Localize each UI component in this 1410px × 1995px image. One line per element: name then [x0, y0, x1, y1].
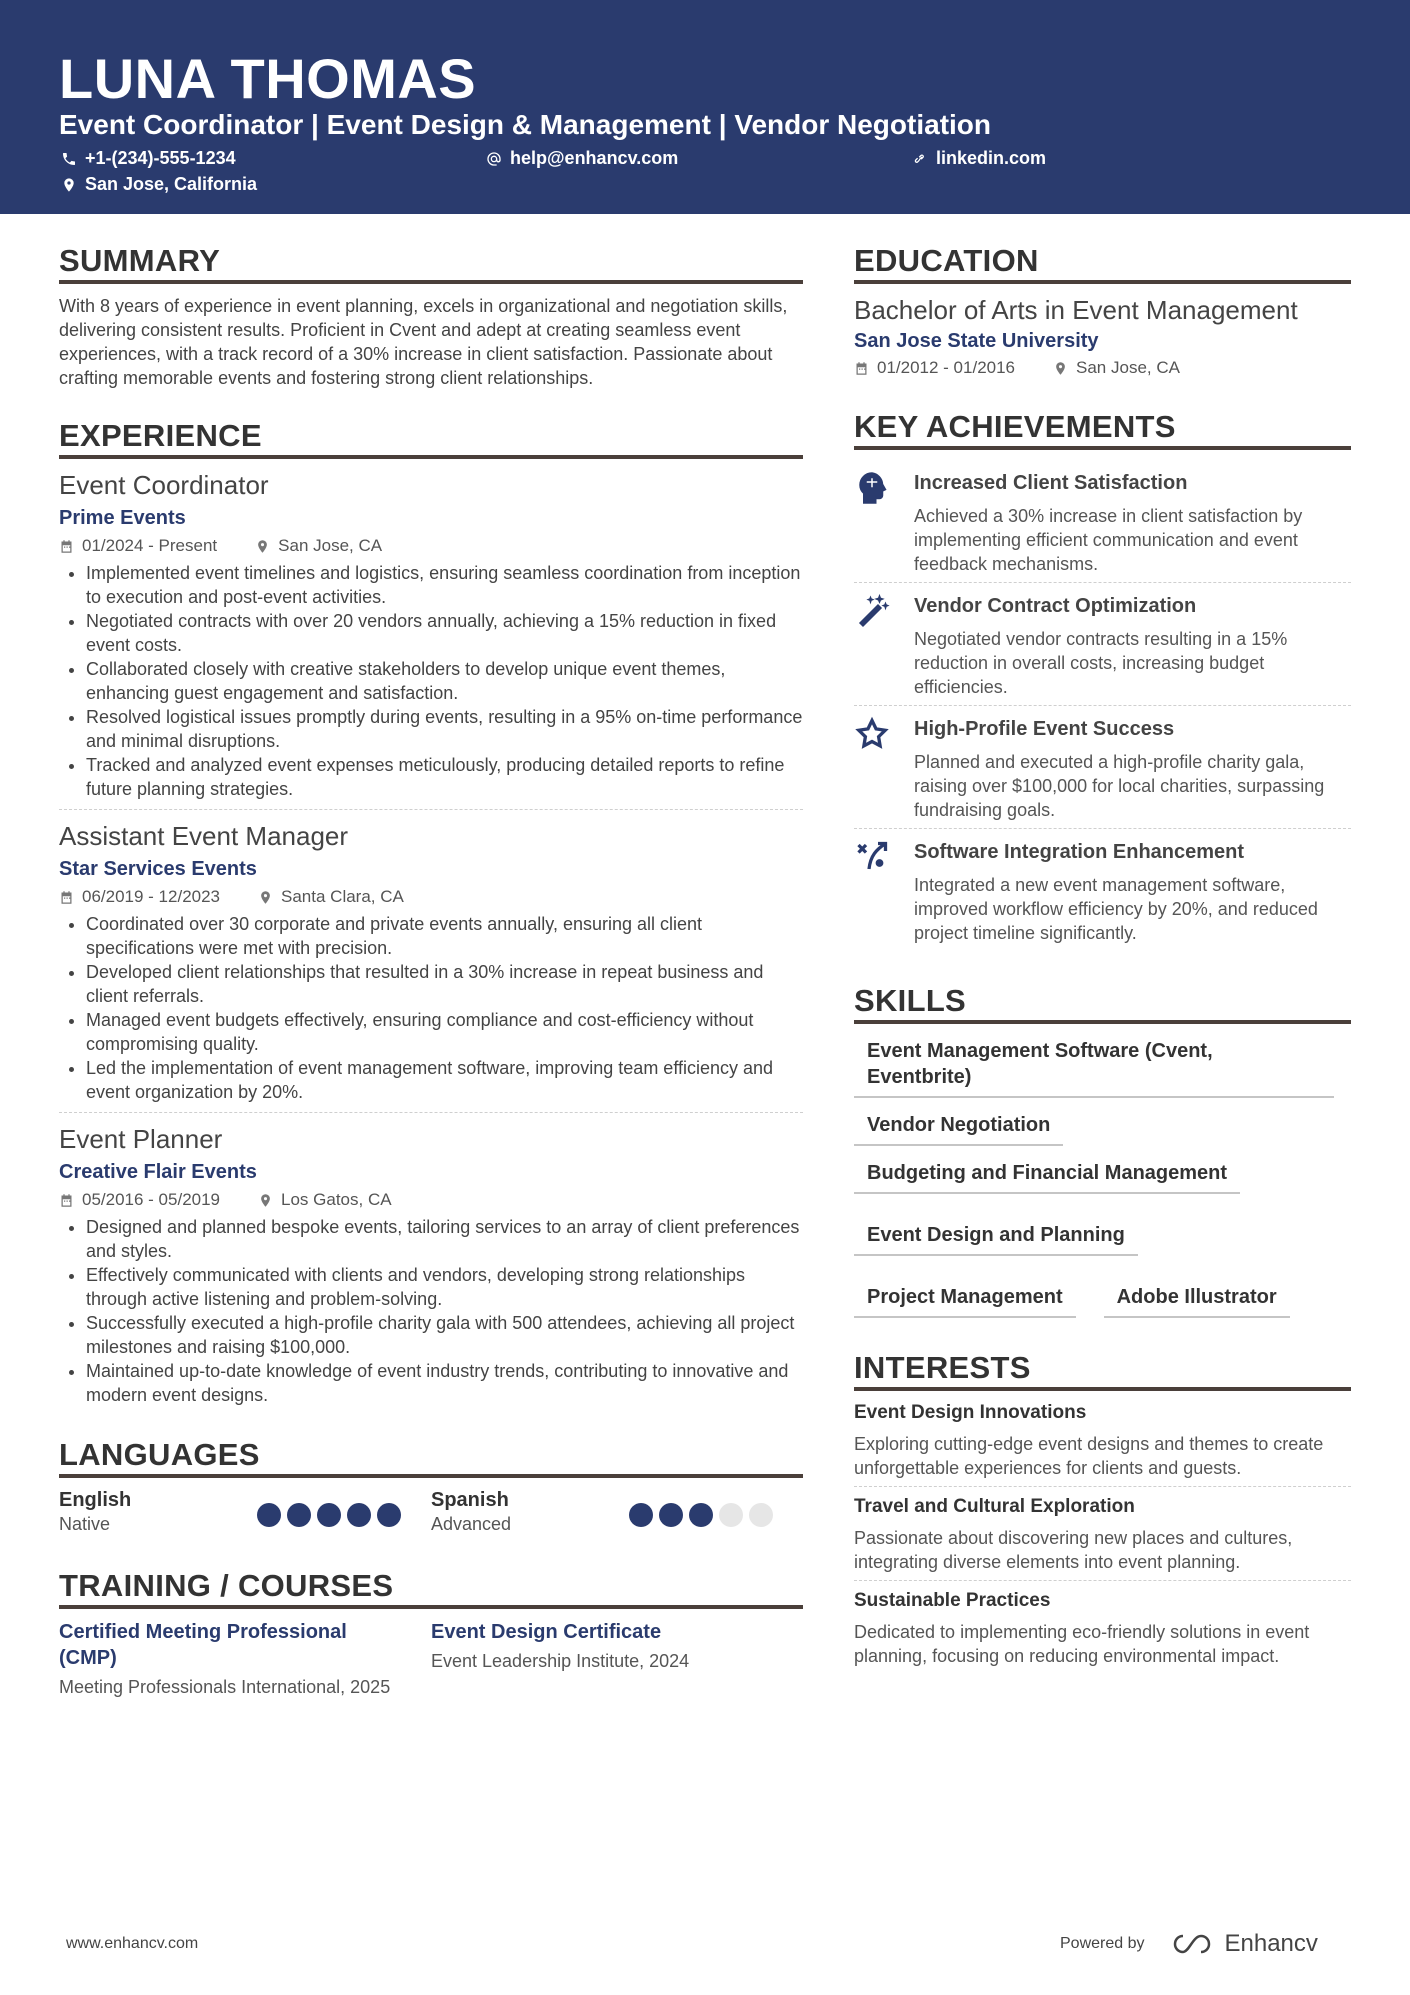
footer-branding: [1060, 1930, 1318, 1958]
brain-head-icon: [854, 470, 890, 506]
course-title: Event Design Certificate: [431, 1621, 662, 1643]
language-name: English: [59, 1489, 132, 1511]
job-dates: 06/2019 - 12/2023: [82, 887, 221, 906]
interest-desc: Passionate about discovering new places and cultures, integrating diverse elements into event planning.: [854, 1528, 1293, 1572]
candidate-name: LUNA THOMAS: [59, 47, 477, 110]
email-text: help@enhancv.com: [510, 148, 679, 168]
achievement-desc: Planned and executed a high-profile charity gala, raising over $100,000 for local charities, surpassing fundraising goals.: [914, 752, 1325, 820]
achievements-heading: KEY ACHIEVEMENTS: [854, 411, 1351, 450]
course-org: Meeting Professionals International, 2025: [59, 1677, 391, 1697]
education-degree: Bachelor of Arts in Event Management: [854, 295, 1298, 325]
job-bullet: • Managed event budgets effectively, ensuring compliance and cost-efficiency without compromising quality.: [86, 1008, 803, 1056]
location-text: San Jose, California: [85, 174, 258, 194]
magic-wand-icon: [854, 593, 890, 629]
language-item: [59, 1488, 431, 1542]
rating-dot-filled: [287, 1503, 311, 1527]
skills-heading: SKILLS: [854, 985, 1351, 1024]
footer-website[interactable]: www.enhancv.com: [66, 1935, 199, 1952]
achievement-title: Increased Client Satisfaction: [914, 472, 1188, 494]
achievement-title: High-Profile Event Success: [914, 718, 1175, 740]
job-bullet: • Tracked and analyzed event expenses meticulously, producing detailed reports to refine future planning strategies.: [86, 753, 803, 801]
calendar-icon: [854, 361, 869, 376]
achievement-item: [854, 829, 1351, 951]
achievement-item: [854, 583, 1351, 705]
skills-list: [854, 1038, 1351, 1318]
rating-dot-filled: [689, 1503, 713, 1527]
job-bullet: • Developed client relationships that resulted in a 30% increase in repeat business and client referrals.: [86, 960, 803, 1008]
language-item: [431, 1488, 803, 1542]
linkedin-contact[interactable]: [912, 148, 1046, 169]
calendar-icon: [59, 890, 74, 905]
candidate-title: Event Coordinator | Event Design & Management | Vendor Negotiation: [59, 109, 991, 140]
skill-tag: Event Management Software (Cvent, Eventbrite): [854, 1038, 1334, 1098]
brand-name: Enhancv: [1224, 1930, 1318, 1957]
job-location: Los Gatos, CA: [281, 1190, 392, 1209]
interest-title: Sustainable Practices: [854, 1590, 1051, 1611]
achievement-title: Software Integration Enhancement: [914, 841, 1245, 863]
location-pin-icon: [258, 890, 273, 905]
education-meta: [854, 357, 1351, 379]
interest-title: Travel and Cultural Exploration: [854, 1496, 1135, 1517]
left-column: [59, 245, 803, 1699]
summary-heading: SUMMARY: [59, 245, 803, 284]
language-rating: [629, 1503, 773, 1527]
language-rating: [257, 1503, 401, 1527]
rating-dot-empty: [719, 1503, 743, 1527]
job-company: Star Services Events: [59, 858, 257, 880]
language-level: Advanced: [431, 1514, 512, 1534]
job-bullets: [59, 561, 803, 801]
rating-dot-empty: [749, 1503, 773, 1527]
job-meta: [59, 535, 803, 557]
divider: [59, 1112, 803, 1113]
achievement-title: Vendor Contract Optimization: [914, 595, 1197, 617]
job-meta: [59, 886, 803, 908]
link-icon: [912, 151, 928, 167]
skill-tag: Event Design and Planning: [854, 1222, 1138, 1256]
skill-tag: Budgeting and Financial Management: [854, 1160, 1240, 1194]
job-bullets: [59, 1215, 803, 1407]
experience-heading: EXPERIENCE: [59, 420, 803, 459]
job-bullet: • Successfully executed a high-profile charity gala with 500 attendees, achieving all project milestones and raising $100,000.: [86, 1311, 803, 1359]
job-bullet: • Negotiated contracts with over 20 vendors annually, achieving a 15% reduction in fixed event costs.: [86, 609, 803, 657]
courses-list: [59, 1619, 803, 1699]
education-school: San Jose State University: [854, 330, 1099, 352]
education-heading: EDUCATION: [854, 245, 1351, 284]
linkedin-text: linkedin.com: [936, 148, 1047, 168]
skill-tag: Adobe Illustrator: [1104, 1284, 1290, 1318]
interest-title: Event Design Innovations: [854, 1402, 1087, 1423]
achievement-item: [854, 706, 1351, 828]
course-org: Event Leadership Institute, 2024: [431, 1651, 690, 1671]
job-location: San Jose, CA: [278, 536, 383, 555]
job-entry: [59, 820, 803, 1113]
brand-logo[interactable]: [1171, 1930, 1318, 1958]
job-entry: [59, 1123, 803, 1407]
achievement-item: [854, 460, 1351, 582]
rating-dot-filled: [377, 1503, 401, 1527]
job-company: Creative Flair Events: [59, 1161, 257, 1183]
interests-heading: INTERESTS: [854, 1352, 1351, 1391]
interest-desc: Dedicated to implementing eco-friendly solutions in event planning, focusing on reducing environmental impact.: [854, 1622, 1310, 1666]
course-item: [431, 1619, 803, 1699]
divider: [854, 1486, 1351, 1487]
phone-text: +1-(234)-555-1234: [85, 148, 236, 168]
job-bullet: • Resolved logistical issues promptly during events, resulting in a 95% on-time performance and minimal disruptions.: [86, 705, 803, 753]
summary-text: With 8 years of experience in event planning, excels in organizational and negotiation skills, delivering consistent results. Proficient in Cvent and adept at creating seamless event experiences, with a track record of a 30% increase in client satisfaction. Passionate about crafting memorable events and fostering strong client relationships.: [59, 296, 788, 388]
skill-tag: Vendor Negotiation: [854, 1112, 1063, 1146]
location-pin-icon: [61, 177, 77, 193]
languages-list: [59, 1488, 803, 1542]
divider: [854, 1580, 1351, 1581]
job-role: Event Planner: [59, 1124, 223, 1154]
achievement-desc: Achieved a 30% increase in client satisfaction by implementing efficient communication and event feedback mechanisms.: [914, 506, 1303, 574]
education-location: San Jose, CA: [1076, 358, 1180, 377]
phone-icon: [61, 151, 77, 167]
job-location: Santa Clara, CA: [281, 887, 404, 906]
job-meta: [59, 1189, 803, 1211]
course-item: [59, 1619, 431, 1699]
job-company: Prime Events: [59, 507, 186, 529]
rating-dot-filled: [629, 1503, 653, 1527]
job-bullet: • Coordinated over 30 corporate and private events annually, ensuring all client specifications were met with precision.: [86, 912, 803, 960]
achievement-desc: Integrated a new event management software, improved workflow efficiency by 20%, and reduced project timeline significantly.: [914, 875, 1318, 943]
strategy-icon: [854, 839, 890, 875]
language-name: Spanish: [431, 1489, 509, 1511]
divider: [59, 809, 803, 810]
job-bullet: • Designed and planned bespoke events, tailoring services to an array of client preferences and styles.: [86, 1215, 803, 1263]
job-bullet: • Collaborated closely with creative stakeholders to develop unique event themes, enhancing guest engagement and satisfaction.: [86, 657, 803, 705]
language-level: Native: [59, 1514, 111, 1534]
at-icon: [486, 151, 502, 167]
job-dates: 05/2016 - 05/2019: [82, 1190, 221, 1209]
location-contact: [61, 174, 257, 195]
resume-header: [0, 0, 1410, 214]
powered-by-label: Powered by: [1060, 1935, 1145, 1952]
enhancv-logo-icon: [1171, 1932, 1217, 1956]
email-contact[interactable]: [486, 148, 678, 169]
job-role: Assistant Event Manager: [59, 821, 349, 851]
job-entry: [59, 469, 803, 810]
job-bullet: • Maintained up-to-date knowledge of event industry trends, contributing to innovative and modern event designs.: [86, 1359, 803, 1407]
interest-item: [854, 1401, 1351, 1486]
interest-item: [854, 1589, 1351, 1674]
training-heading: TRAINING / COURSES: [59, 1570, 803, 1609]
education-dates: 01/2012 - 01/2016: [877, 358, 1016, 377]
right-column: [854, 245, 1351, 1674]
calendar-icon: [59, 1193, 74, 1208]
phone-contact[interactable]: [61, 148, 236, 169]
location-pin-icon: [1053, 361, 1068, 376]
languages-heading: LANGUAGES: [59, 1439, 803, 1478]
star-icon: [854, 716, 890, 752]
location-pin-icon: [258, 1193, 273, 1208]
job-dates: 01/2024 - Present: [82, 536, 218, 555]
course-title: Certified Meeting Professional (CMP): [59, 1621, 347, 1669]
interest-desc: Exploring cutting-edge event designs and themes to create unforgettable experiences for clients and guests.: [854, 1434, 1324, 1478]
rating-dot-filled: [257, 1503, 281, 1527]
job-role: Event Coordinator: [59, 470, 269, 500]
rating-dot-filled: [659, 1503, 683, 1527]
location-pin-icon: [255, 539, 270, 554]
job-bullets: [59, 912, 803, 1104]
skill-tag: Project Management: [854, 1284, 1076, 1318]
rating-dot-filled: [317, 1503, 341, 1527]
job-bullet: • Implemented event timelines and logistics, ensuring seamless coordination from inception to execution and post-event activities.: [86, 561, 803, 609]
job-bullet: • Effectively communicated with clients and vendors, developing strong relationships through active listening and problem-solving.: [86, 1263, 803, 1311]
interest-item: [854, 1495, 1351, 1580]
achievement-desc: Negotiated vendor contracts resulting in a 15% reduction in overall costs, increasing budget efficiencies.: [914, 629, 1288, 697]
job-bullet: • Led the implementation of event management software, improving team efficiency and event organization by 20%.: [86, 1056, 803, 1104]
rating-dot-filled: [347, 1503, 371, 1527]
calendar-icon: [59, 539, 74, 554]
